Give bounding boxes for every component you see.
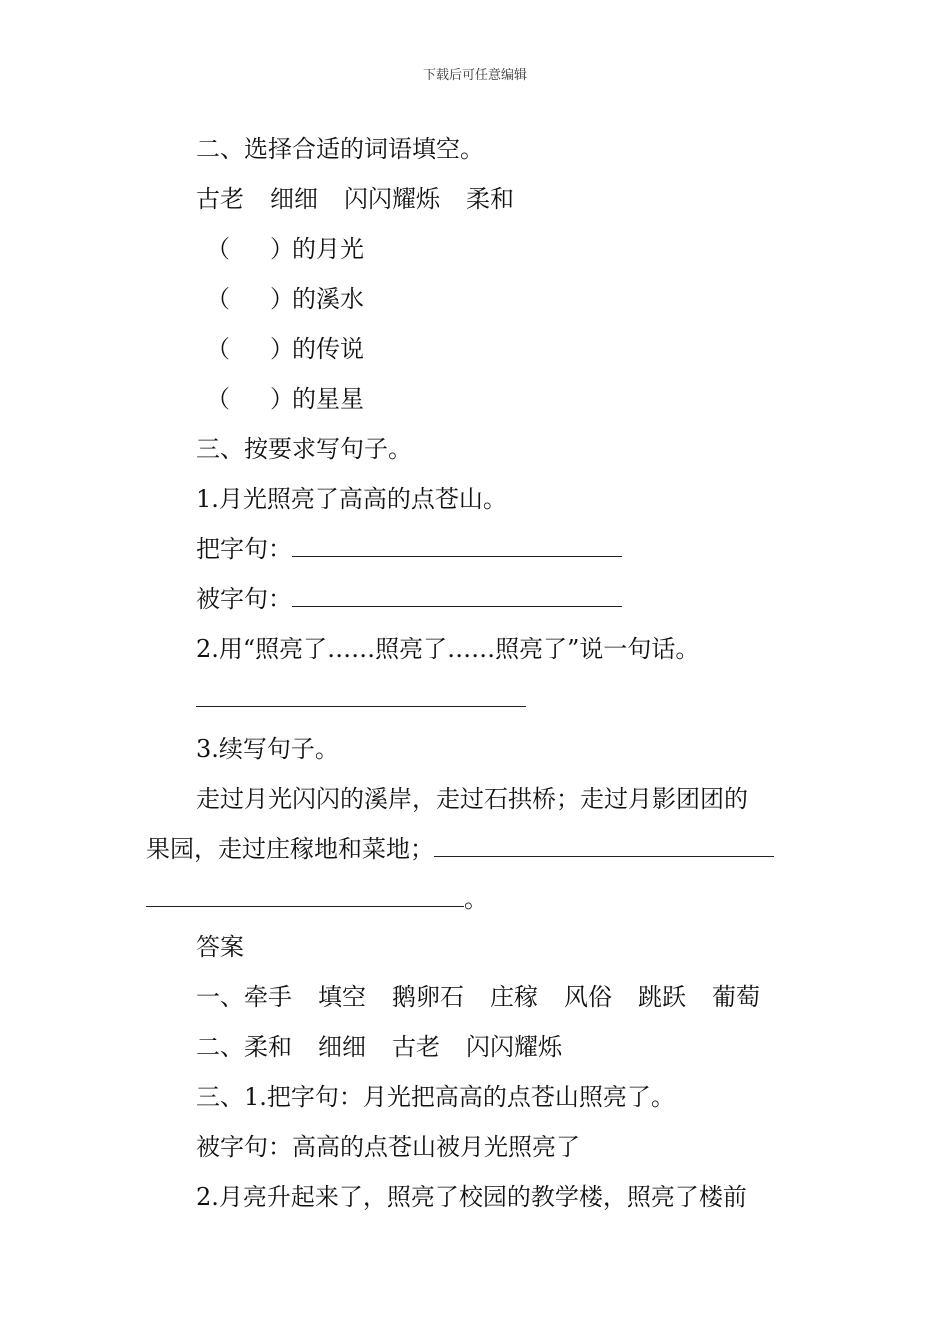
answer-blank[interactable]: （ ） [206,385,294,413]
fill-item [196,284,364,314]
ba-sentence-blank[interactable] [292,534,622,557]
answer-row-3-3: 2.月亮升起来了，照亮了校园的教学楼，照亮了楼前 [196,1183,747,1211]
answer-word: 柔和 [244,1033,292,1061]
answer-word: 跳跃 [638,983,686,1011]
answer-row-3-1: 三、1.把字句：月光把高高的点苍山照亮了。 [196,1083,675,1111]
answer-row-1 [196,982,760,1012]
period: 。 [464,885,488,913]
answer-prefix: 一、 [196,983,244,1011]
fill-item [196,334,364,364]
answer-word: 鹅卵石 [392,983,464,1011]
section3-title: 三、按要求写句子。 [196,435,412,463]
bei-sentence-row [196,584,622,614]
answer-word: 风俗 [564,983,612,1011]
fill-item [196,234,364,264]
word-bank [196,184,514,214]
answer-row-2 [196,1032,562,1062]
bei-sentence-blank[interactable] [292,584,622,607]
section2-title: 二、选择合适的词语填空。 [196,135,484,163]
question-2-blank[interactable] [196,706,526,707]
answer-word: 细细 [318,1033,366,1061]
answer-word: 古老 [392,1033,440,1061]
fill-item-text: 的星星 [292,385,364,413]
answer-blank[interactable]: （ ） [206,285,294,313]
answer-word: 填空 [318,983,366,1011]
continuation-line-2 [146,834,774,864]
ba-sentence-row [196,534,622,564]
fill-item-text: 的传说 [292,335,364,363]
bei-sentence-label: 被字句： [196,585,292,613]
continuation-line-3 [146,884,488,914]
answer-word: 闪闪耀烁 [466,1033,562,1061]
word-bank-item: 闪闪耀烁 [344,185,440,213]
continuation-line-1: 走过月光闪闪的溪岸，走过石拱桥；走过月影团团的 [196,785,748,813]
answer-row-3-2: 被字句：高高的点苍山被月光照亮了 [196,1133,580,1161]
fill-item-text: 的月光 [292,235,364,263]
ba-sentence-label: 把字句： [196,535,292,563]
answer-prefix: 二、 [196,1033,244,1061]
continuation-text: 果园，走过庄稼地和菜地； [146,835,434,863]
word-bank-item: 细细 [270,185,318,213]
question-3: 3.续写句子。 [196,735,339,763]
continuation-blank-1[interactable] [434,834,774,857]
question-2: 2.用“照亮了……照亮了……照亮了”说一句话。 [196,635,700,663]
answer-blank[interactable]: （ ） [206,235,294,263]
answer-word: 庄稼 [490,983,538,1011]
question-1: 1.月光照亮了高高的点苍山。 [196,485,507,513]
answer-word: 葡萄 [712,983,760,1011]
answer-word: 牵手 [244,983,292,1011]
continuation-blank-2[interactable] [146,884,464,907]
answer-blank[interactable]: （ ） [206,335,294,363]
fill-item-text: 的溪水 [292,285,364,313]
word-bank-item: 古老 [196,185,244,213]
page-header: 下载后可任意编辑 [422,68,527,83]
fill-item [196,384,364,414]
answers-title: 答案 [196,933,244,961]
word-bank-item: 柔和 [466,185,514,213]
